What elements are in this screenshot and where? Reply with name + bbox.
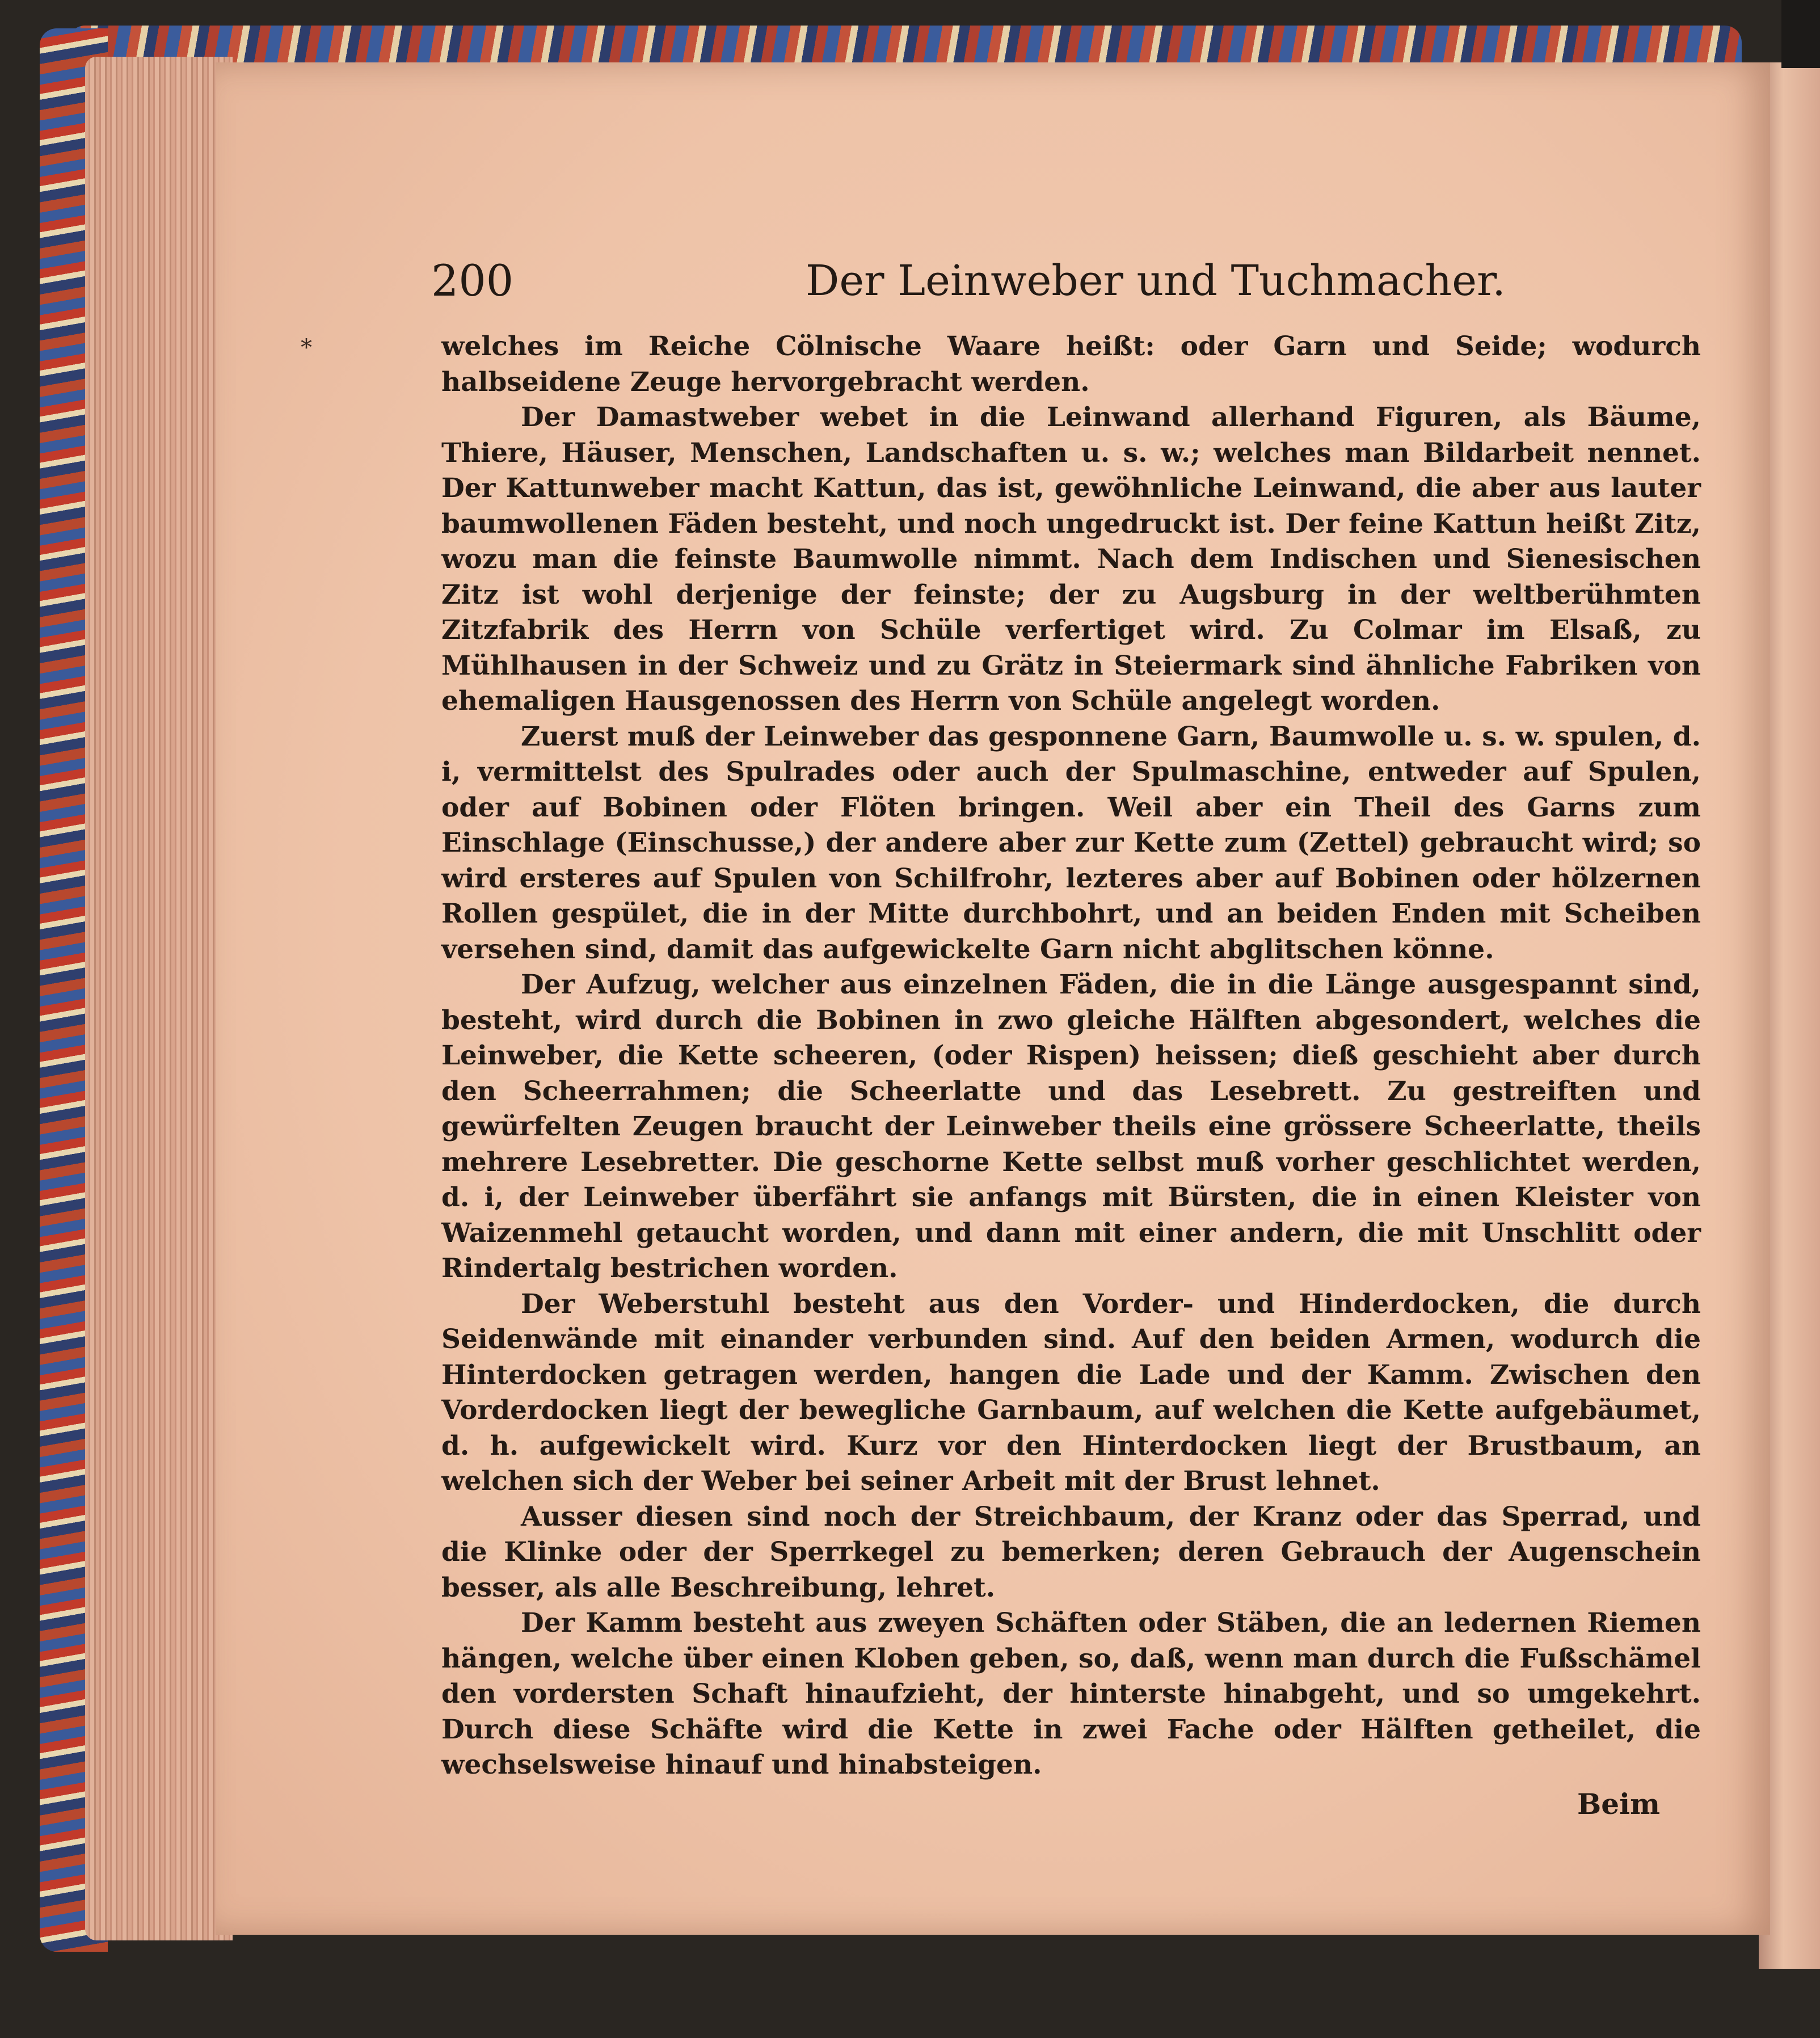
paragraph: Der Aufzug, welcher aus einzelnen Fäden, die in die Länge ausgespannt sind, besteht, wird durch die Bobinen in zwo gleiche Hälften abgesondert, welches die Leinweber, die Kette scheeren, (oder Rispen) heissen; dieß geschieht aber durch den Scheerrahmen; die Scheerlatte und das Lesebrett. Zu gestreiften und gewürfelten Zeugen braucht der Leinweber theils eine grössere Scheerlatte, theils mehrere Lesebretter. Die geschorne Kette selbst muß vorher geschlichtet werden, d. i, der Leinweber überfährt sie anfangs mit Bürsten, die in einen Kleister von Waizenmehl getaucht worden, und dann mit einer andern, die mit Unschlitt oder Rindertalg bestrichen worden.: [441, 969, 1701, 1284]
page-number: 200: [431, 255, 514, 306]
gutter-shadow: [1781, 0, 1820, 68]
paragraph: welches im Reiche Cölnische Waare heißt: oder Garn und Seide; wodurch halbseidene Zeuge hervorgebracht werden.: [441, 331, 1701, 398]
body-text: [441, 329, 1701, 1783]
page-header: [431, 250, 1506, 312]
catchword: Beim: [1577, 1787, 1660, 1821]
paragraph: Der Weberstuhl besteht aus den Vorder- und Hinderdocken, die durch Seidenwände mit einander verbunden sind. Auf den beiden Armen, wodurch die Hinterdocken getragen werden, hangen die Lade und der Kamm. Zwischen den Vorderdocken liegt der bewegliche Garnbaum, auf welchen die Kette aufgebäumet, d. h. aufgewickelt wird. Kurz vor den Hinterdocken liegt der Brustbaum, an welchen sich der Weber bei seiner Arbeit mit der Brust lehnet.: [441, 1288, 1701, 1497]
margin-mark: *: [301, 335, 312, 361]
page-edges: [85, 57, 233, 1940]
paragraph: Der Damastweber webet in die Leinwand allerhand Figuren, als Bäume, Thiere, Häuser, Menschen, Landschaften u. s. w.; welches man Bildarbeit nennet. Der Kattunweber macht Kattun, das ist, gewöhnliche Leinwand, die aber aus lauter baumwollenen Fäden besteht, und noch ungedruckt ist. Der feine Kattun heißt Zitz, wozu man die feinste Baumwolle nimmt. Nach dem Indischen und Sienesischen Zitz ist wohl derjenige der feinste; der zu Augsburg in der weltberühmten Zitzfabrik des Herrn von Schüle verfertiget wird. Zu Colmar im Elsaß, zu Mühlhausen in der Schweiz und zu Grätz in Steiermark sind ähnliche Fabriken von ehemaligen Hausgenossen des Herrn von Schüle angelegt worden.: [441, 402, 1701, 717]
paragraph: Der Kamm besteht aus zweyen Schäften oder Stäben, die an ledernen Riemen hängen, welche über einen Kloben geben, so, daß, wenn man durch die Fußschämel den vordersten Schaft hinaufzieht, der hinterste hinabgeht, und so umgekehrt. Durch diese Schäfte wird die Kette in zwei Fache oder Hälften getheilet, die wechselsweise hinauf und hinabsteigen.: [441, 1607, 1701, 1780]
paragraph: Zuerst muß der Leinweber das gesponnene Garn, Baumwolle u. s. w. spulen, d. i, vermittelst des Spulrades oder auch der Spulmaschine, entweder auf Spulen, oder auf Bobinen oder Flöten bringen. Weil aber ein Theil des Garns zum Einschlage (Einschusse,) der andere aber zur Kette zum (Zettel) gebraucht wird; so wird ersteres auf Spulen von Schilfrohr, lezteres aber auf Bobinen oder hölzernen Rollen gespület, die in der Mitte durchbohrt, und an beiden Enden mit Scheiben versehen sind, damit das aufgewickelte Garn nicht abglitschen könne.: [441, 721, 1701, 965]
paragraph: Ausser diesen sind noch der Streichbaum, der Kranz oder das Sperrad, und die Klinke oder der Sperrkegel zu bemerken; deren Gebrauch der Augenschein besser, als alle Beschreibung, lehret.: [441, 1501, 1701, 1603]
running-title: Der Leinweber und Tuchmacher.: [806, 256, 1506, 305]
